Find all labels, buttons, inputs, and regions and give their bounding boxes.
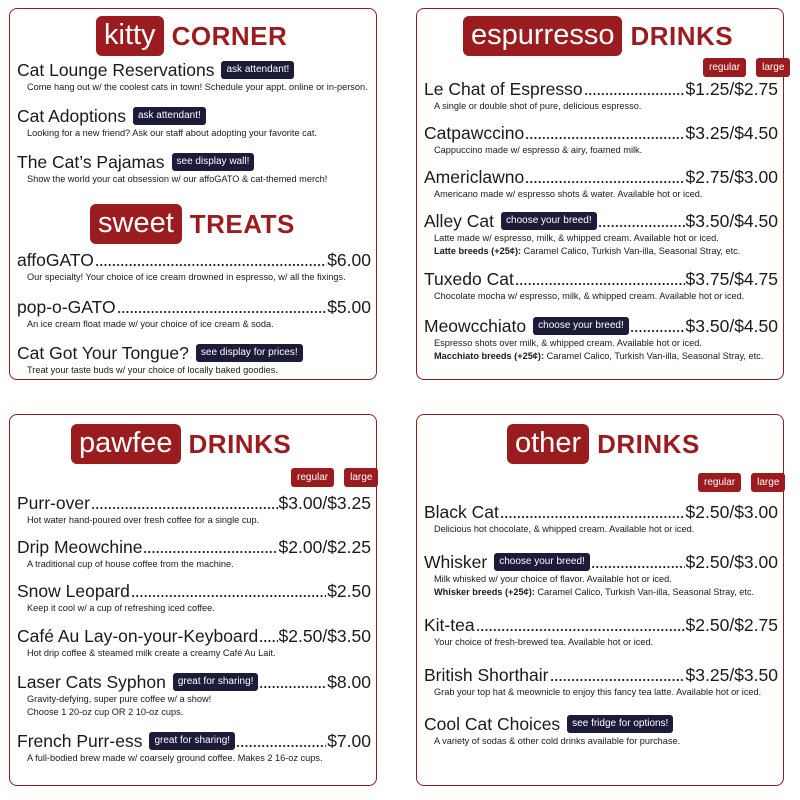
menu-item-le-chat-espresso — [424, 78, 778, 113]
size-labels — [291, 468, 378, 487]
item-description: Hot drip coffee & steamed milk create a creamy Café Au Lait. — [27, 648, 276, 658]
item-price: $3.25/$3.50 — [685, 665, 778, 685]
great-for-sharing-tag: great for sharing! — [173, 673, 259, 691]
item-name: Drip Meowchine — [17, 537, 143, 557]
item-name: Americlawno — [424, 167, 525, 187]
see-display-wall-tag: see display wall! — [172, 153, 255, 171]
dot-leader — [525, 180, 684, 184]
item-name: Tuxedo Cat — [424, 269, 514, 289]
dot-leader — [131, 594, 326, 598]
pawfee-drinks-panel — [9, 414, 377, 786]
item-description: Looking for a new friend? Ask our staff about adopting your favorite cat. — [27, 128, 317, 138]
item-price: $5.00 — [327, 297, 371, 317]
item-description: Chocolate mocha w/ espresso, milk, & whipped cream. Available hot or iced. — [434, 291, 745, 301]
size-regular-label: regular — [703, 58, 746, 77]
heading-box: sweet — [90, 204, 182, 244]
item-name: affoGATO — [17, 250, 94, 270]
heading-bold: DRINKS — [188, 428, 292, 459]
other-drinks-panel — [416, 414, 784, 786]
dot-leader — [598, 224, 685, 228]
item-name: Catpawccino — [424, 123, 525, 143]
breeds-label: Whisker breeds (+25¢): — [434, 587, 535, 597]
item-price: $2.75/$3.00 — [685, 167, 778, 187]
sweet-treats-heading — [90, 204, 295, 244]
item-price: $8.00 — [327, 672, 371, 692]
size-labels — [703, 58, 790, 77]
menu-item-black-cat — [424, 501, 778, 536]
menu-item-affogato — [17, 249, 371, 284]
item-price: $2.50/$3.00 — [685, 502, 778, 522]
item-name: Laser Cats Syphon — [17, 672, 166, 692]
breeds-label: Latte breeds (+25¢): — [434, 246, 522, 256]
dot-leader — [584, 92, 685, 96]
heading-bold: TREATS — [189, 208, 295, 239]
ask-attendant-tag: ask attendant! — [221, 61, 294, 79]
see-display-prices-tag: see display for prices! — [196, 344, 303, 362]
heading-bold: DRINKS — [597, 428, 700, 459]
item-name: Cat Adoptions — [17, 106, 126, 126]
dot-leader — [91, 506, 278, 510]
item-price: $2.00/$2.25 — [278, 537, 371, 557]
size-labels — [698, 473, 785, 492]
item-price: $2.50/$3.50 — [278, 626, 371, 646]
item-description: Grab your top hat & meownicle to enjoy this fancy tea latte. Available hot or iced. — [434, 687, 762, 697]
item-description: Cappuccino made w/ espresso & airy, foamed milk. — [434, 145, 643, 155]
menu-item-cat-lounge — [17, 59, 371, 94]
heading-bold: CORNER — [171, 20, 288, 51]
item-price: $3.25/$4.50 — [685, 123, 778, 143]
heading-box: other — [507, 424, 589, 464]
menu-item-british-shorthair — [424, 664, 778, 699]
breeds-label: Macchiato breeds (+25¢): — [434, 351, 545, 361]
item-description: Milk whisked w/ your choice of flavor. Available hot or iced. — [434, 574, 672, 584]
pawfee-heading — [71, 424, 291, 464]
choose-breed-tag: choose your breed! — [494, 553, 590, 571]
heading-box: pawfee — [71, 424, 181, 464]
item-price: $3.75/$4.75 — [685, 269, 778, 289]
item-breeds — [424, 586, 778, 599]
item-price: $6.00 — [327, 250, 371, 270]
item-price: $7.00 — [327, 731, 371, 751]
item-name: Café Au Lay-on-your-Keyboard — [17, 626, 259, 646]
kitty-corner-heading — [96, 16, 287, 56]
item-name: Purr-over — [17, 493, 90, 513]
breeds-list: Caramel Calico, Turkish Van-illa, Seasonal Stray, etc. — [523, 246, 741, 256]
espurresso-drinks-panel — [416, 8, 784, 380]
espurresso-heading — [463, 16, 733, 56]
item-price: $2.50 — [327, 581, 371, 601]
item-description: Hot water hand-poured over fresh coffee for a single cup. — [27, 515, 260, 525]
item-description: Americano made w/ espresso shots & water. Available hot or iced. — [434, 189, 703, 199]
menu-item-tuxedo-cat — [424, 268, 778, 303]
dot-leader — [591, 565, 685, 569]
dot-leader — [259, 685, 326, 689]
dot-leader — [95, 263, 326, 267]
dot-leader — [117, 310, 327, 314]
item-description: A single or double shot of pure, delicious espresso. — [434, 101, 642, 111]
menu-item-catpawccino — [424, 122, 778, 157]
heading-box: kitty — [96, 16, 164, 56]
item-description: A full-bodied brew made w/ coarsely ground coffee. Makes 2 16-oz cups. — [27, 753, 323, 763]
dot-leader — [259, 639, 277, 643]
item-name: The Cat’s Pajamas — [17, 152, 165, 172]
item-name: French Purr-ess — [17, 731, 143, 751]
item-name: Alley Cat — [424, 211, 495, 231]
size-large-label: large — [344, 468, 378, 487]
menu-item-cafe-au-lay — [17, 625, 371, 660]
menu-item-whisker — [424, 551, 778, 599]
dot-leader — [550, 678, 685, 682]
item-name: Snow Leopard — [17, 581, 130, 601]
item-name: Le Chat of Espresso — [424, 79, 583, 99]
heading-box: espurresso — [463, 16, 622, 56]
size-large-label: large — [751, 473, 785, 492]
menu-item-cool-cat-choices — [424, 713, 778, 748]
item-name: Cat Lounge Reservations — [17, 60, 215, 80]
item-price: $3.50/$4.50 — [685, 316, 778, 336]
breeds-list: Caramel Calico, Turkish Van-illa, Seasonal Stray, etc. — [546, 351, 764, 361]
choose-breed-tag: choose your breed! — [533, 317, 629, 335]
dot-leader — [525, 136, 684, 140]
dot-leader — [515, 282, 685, 286]
item-description: Our specialty! Your choice of ice cream drowned in espresso, w/ all the fixings. — [27, 272, 346, 282]
choose-breed-tag: choose your breed! — [501, 212, 597, 230]
menu-item-snow-leopard — [17, 580, 371, 615]
menu-item-americlawno — [424, 166, 778, 201]
kitty-corner-panel — [9, 8, 377, 380]
dot-leader — [476, 628, 685, 632]
item-description: Espresso shots over milk, & whipped cream. Available hot or iced. — [434, 338, 702, 348]
dot-leader — [630, 329, 685, 333]
item-description: Keep it cool w/ a cup of refreshing iced coffee. — [27, 603, 215, 613]
item-description: Latte made w/ espresso, milk, & whipped cream. Available hot or iced. — [434, 233, 719, 243]
menu-item-french-purr-ess — [17, 730, 371, 765]
item-name: Cool Cat Choices — [424, 714, 561, 734]
item-price: $2.50/$2.75 — [685, 615, 778, 635]
menu-item-cat-adoptions — [17, 105, 371, 140]
item-breeds — [424, 350, 778, 363]
dot-leader — [236, 744, 326, 748]
item-description: Come hang out w/ the coolest cats in town! Schedule your appt. online or in-person. — [27, 82, 368, 92]
item-description: Delicious hot chocolate, & whipped cream. Available hot or iced. — [434, 524, 695, 534]
item-description: A traditional cup of house coffee from the machine. — [27, 559, 234, 569]
dot-leader — [500, 515, 685, 519]
menu-item-cat-got-your-tongue — [17, 342, 371, 377]
item-description: Your choice of fresh-brewed tea. Available hot or iced. — [434, 637, 654, 647]
menu-item-drip-meowchine — [17, 536, 371, 571]
menu-item-kit-tea — [424, 614, 778, 649]
ask-attendant-tag: ask attendant! — [133, 107, 206, 125]
size-regular-label: regular — [291, 468, 334, 487]
item-price: $3.50/$4.50 — [685, 211, 778, 231]
other-heading — [507, 424, 700, 464]
item-price: $1.25/$2.75 — [685, 79, 778, 99]
menu-item-purr-over — [17, 492, 371, 527]
menu-item-pop-o-gato — [17, 296, 371, 331]
great-for-sharing-tag: great for sharing! — [149, 732, 235, 750]
heading-bold: DRINKS — [630, 20, 734, 51]
item-price: $3.00/$3.25 — [278, 493, 371, 513]
item-name: British Shorthair — [424, 665, 549, 685]
item-price: $2.50/$3.00 — [685, 552, 778, 572]
menu-item-cats-pajamas — [17, 151, 371, 186]
item-name: Cat Got Your Tongue? — [17, 343, 189, 363]
item-name: Kit-tea — [424, 615, 475, 635]
item-description: Treat your taste buds w/ your choice of locally baked goodies. — [27, 365, 278, 375]
item-description: Gravity-defying, super pure coffee w/ a show! — [27, 694, 212, 704]
menu-item-alley-cat — [424, 210, 778, 258]
item-description: An ice cream float made w/ your choice of ice cream & soda. — [27, 319, 274, 329]
item-description: A variety of sodas & other cold drinks available for purchase. — [434, 736, 681, 746]
item-description-extra: Choose 1 20-oz cup OR 2 10-oz cups. — [27, 707, 184, 717]
item-name: Meowcchiato — [424, 316, 527, 336]
breeds-list: Caramel Calico, Turkish Van-illa, Seasonal Stray, etc. — [537, 587, 755, 597]
item-breeds — [424, 245, 778, 258]
item-name: Whisker — [424, 552, 488, 572]
item-description: Show the world your cat obsession w/ our affoGATO & cat-themed merch! — [27, 174, 328, 184]
size-regular-label: regular — [698, 473, 741, 492]
item-name: Black Cat — [424, 502, 499, 522]
see-fridge-tag: see fridge for options! — [567, 715, 673, 733]
item-name: pop-o-GATO — [17, 297, 116, 317]
size-large-label: large — [756, 58, 790, 77]
menu-item-laser-cats-syphon — [17, 671, 371, 719]
dot-leader — [143, 550, 277, 554]
menu-item-meowcchiato — [424, 315, 778, 363]
